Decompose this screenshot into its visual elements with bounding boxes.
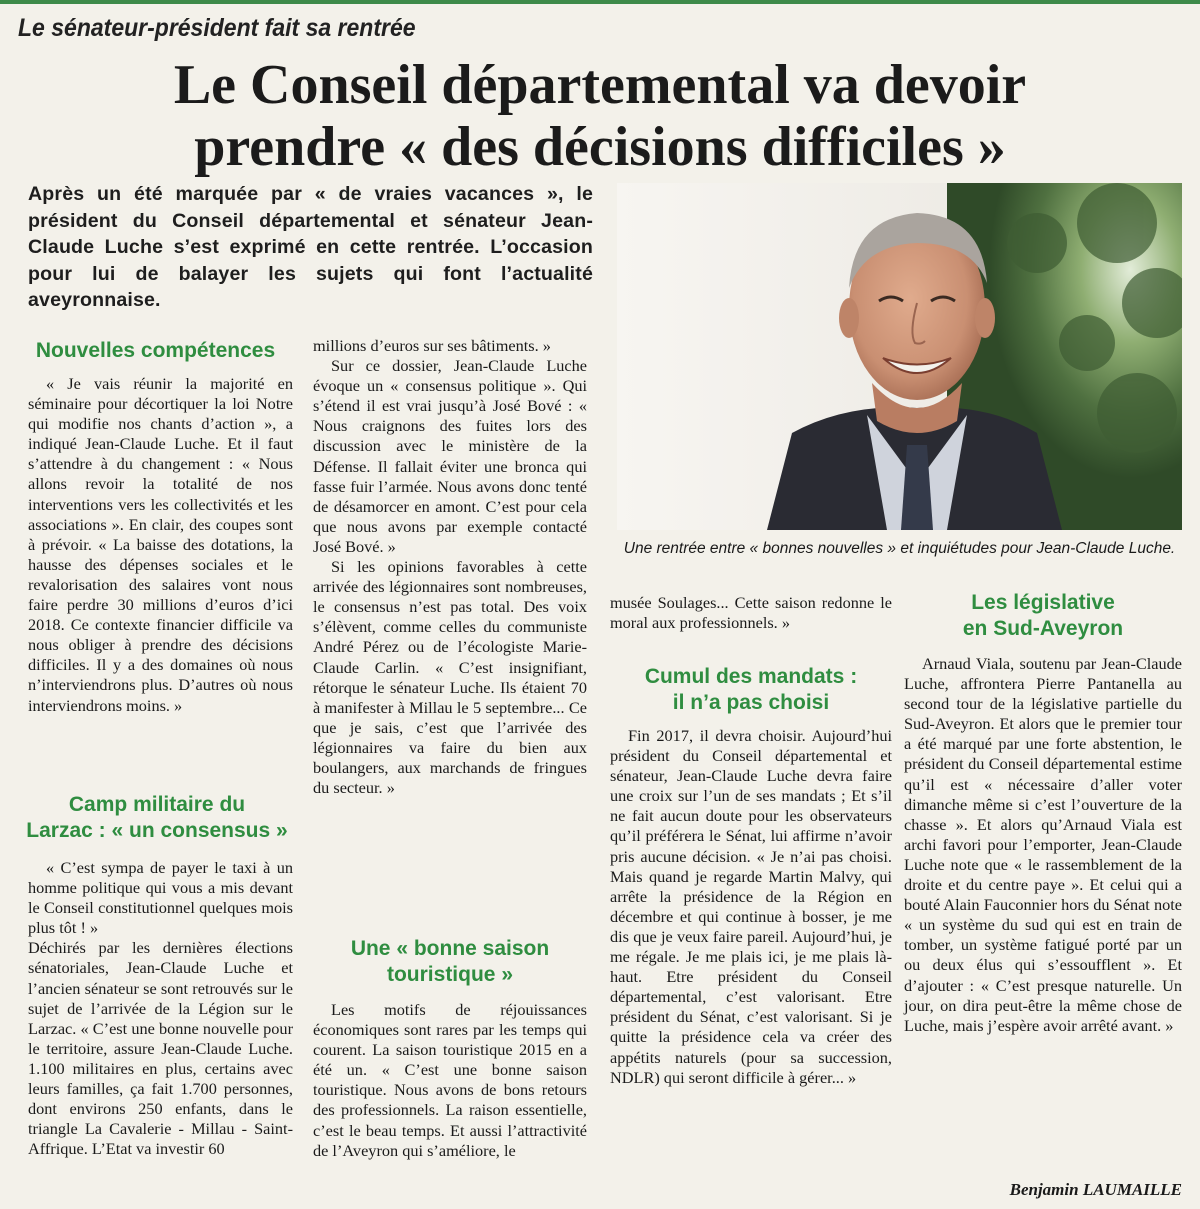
subheading-camp-militaire [12, 792, 302, 844]
kicker: Le sénateur-président fait sa rentrée [18, 14, 416, 42]
subheading-line: touristique » [386, 963, 513, 986]
subheading-line: en Sud-Aveyron [962, 617, 1124, 640]
portrait-illustration [617, 183, 1182, 530]
subheading-nouvelles-competences [28, 338, 283, 364]
portrait-photo [617, 183, 1182, 530]
headline-line-2: prendre « des décisions difficiles » [194, 116, 1006, 178]
paragraph: Déchirés par les dernières élections sénatoriales, Jean-Claude Luche et l’ancien sénateur se sont retrouvés sur le sujet de l’arrivée de la Légion sur le Larzac. « C’est une bonne nouvelle pour le territoire, assure Jean-Claude Luche. 1.100 militaires en plus, certains avec leurs familles, ça fait 1.700 personnes, dont environs 250 enfants, dans le triangle La Cavalerie - Millau - Saint-Affrique. L’Etat va investir 60 [28, 938, 293, 1159]
subheading-line: Nouvelles compétences [35, 339, 276, 362]
paragraph: musée Soulages... Cette saison redonne le moral aux professionnels. » [610, 593, 892, 633]
paragraph: Les motifs de réjouissances économiques sont rares par les temps qui courent. La saison touristique 2015 en a été un. « C’est une bonne saison touristique. Nous avons de bons retours des professionnels. La raison essentielle, c’est le beau temps. Et aussi l’attractivité de l’Aveyron qui s’améliore, le [313, 1000, 587, 1160]
photo-caption: Une rentrée entre « bonnes nouvelles » et inquiétudes pour Jean-Claude Luche. [623, 540, 1176, 557]
column-1-text-b [28, 858, 293, 1159]
column-1-text-a [28, 374, 293, 716]
headline-line-1: Le Conseil départemental va devoir [173, 54, 1027, 116]
paragraph: Si les opinions favorables à cette arrivée des légionnaires sont nombreuses, le consensus n’est pas total. Des voix s’élèvent, comme celles du communiste André Pérez ou de l’écologiste Marie-Claude Carlin. « C’est insignifiant, rétorque le sénateur Luche. Ils étaient 70 à manifester à Millau le 5 septembre... Ce que je sais, c’est que l’arrivée des légionnaires va faire du bien aux boulangers, aux marchands de fringues du secteur. » [313, 557, 587, 798]
column-2-text-b [313, 1000, 587, 1161]
paragraph: millions d’euros sur ses bâtiments. » [313, 336, 551, 355]
subheading-line: Une « bonne saison [350, 937, 550, 960]
author-byline: Benjamin LAUMAILLE [1009, 1180, 1182, 1199]
subheading-line: Cumul des mandats : [644, 665, 858, 688]
column-3-text-b [610, 726, 892, 1088]
paragraph: « C’est sympa de payer le taxi à un homme politique qui vous a mis devant le Conseil constitutionnel quelques mois plus tôt ! » [28, 858, 293, 938]
column-3-text-a [610, 593, 892, 633]
subheading-line: Les législative [971, 591, 1115, 614]
column-2-text-a [313, 336, 587, 798]
subheading-cumul-mandats [610, 664, 892, 716]
headline [20, 54, 1180, 178]
paragraph: Fin 2017, il devra choisir. Aujourd’hui président du Conseil départemental et sénateur, Jean-Claude Luche devra faire une croix sur l’un de ses mandats ; Et s’il ne fait aucun doute pour les observateurs qu’il préférera le Sénat, lui affirme n’avoir pris aucune décision. « Je n’ai pas choisi. Mais quand je regarde Martin Malvy, qui arrête la présidence de la Région en décembre et qui continue à bosser, je me dis que je veux faire pareil. Aujourd’hui, je me régale. Je me plais ici, je me plais là-haut. Etre président du Conseil départemental, c’est valorisant. Etre président du Sénat, c’est valorisant. Si je quitte la présidence cela va créer des appétits naturels (pour sa succession, NDLR) qui seront difficile à gérer... » [610, 726, 892, 1087]
subheading-line: Larzac : « un consensus » [26, 819, 288, 842]
subheading-line: il n’a pas choisi [672, 691, 830, 714]
subheading-line: Camp militaire du [68, 793, 246, 816]
column-4-text [904, 654, 1182, 1036]
paragraph: Arnaud Viala, soutenu par Jean-Claude Luche, affrontera Pierre Pantanella au second tour de la législative partielle du Sud-Aveyron. Et alors que le premier tour a été marqué par une forte abstention, le président du Conseil départemental estime qu’il est « nécessaire d’aller voter dimanche même si c’est l’ouverture de la chasse ». Et alors qu’Arnaud Viala est archi favori pour l’emporter, Jean-Claude Luche note que « le rassemblement de la droite et du centre paye ». Et celui qui a bouté Alain Fauconnier hors du Sénat note « un système du sud qui est en train de tomber, un système fatigué porté par un ou deux élus qui s’essoufflent ». Et d’ajouter : « C’est presque naturelle. Un jour, on dira peut-être la même chose de Luche, mais j’espère avoir arrêté avant. » [904, 654, 1182, 1035]
subheading-bonne-saison [313, 936, 587, 988]
top-rule [0, 0, 1200, 4]
paragraph: Sur ce dossier, Jean-Claude Luche évoque un « consensus politique ». Qui s’étend il est vrai jusqu’à José Bové : « Nous craignons des fuites lors des discussion avec le ministère de la Défense. Il fallait éviter une bronca qui fasse fuir l’armée. Nous avons donc tenté de désamorcer en amont. C’est pour cela que nous avons par exemple contacté José Bové. » [313, 356, 587, 556]
paragraph: « Je vais réunir la majorité en séminaire pour décortiquer la loi Notre qui modifie nos chants d’action », a indiqué Jean-Claude Luche. Et il faut s’attendre à du changement : « Nous allons revoir la totalité de nos interventions vers les collectivités et les associations ». En clair, des coupes sont à prévoir. « La baisse des dotations, la hausse des dépenses sociales et le revalorisation des salaires vont nous faire perdre 30 millions d’euros d’ici 2018. Ce contexte financier difficile va nous obliger à prendre des décisions difficiles. Il y a des domaines où nous n’interviendrons plus. D’autres où nous interviendrons moins. » [28, 374, 293, 715]
lead-paragraph: Après un été marquée par « de vraies vacances », le président du Conseil départemental et sénateur Jean-Claude Luche s’est exprimé en cette rentrée. L’occasion pour lui de balayer les sujets qui font l’actualité aveyronnaise. [28, 183, 593, 311]
subheading-legislative [904, 590, 1182, 642]
